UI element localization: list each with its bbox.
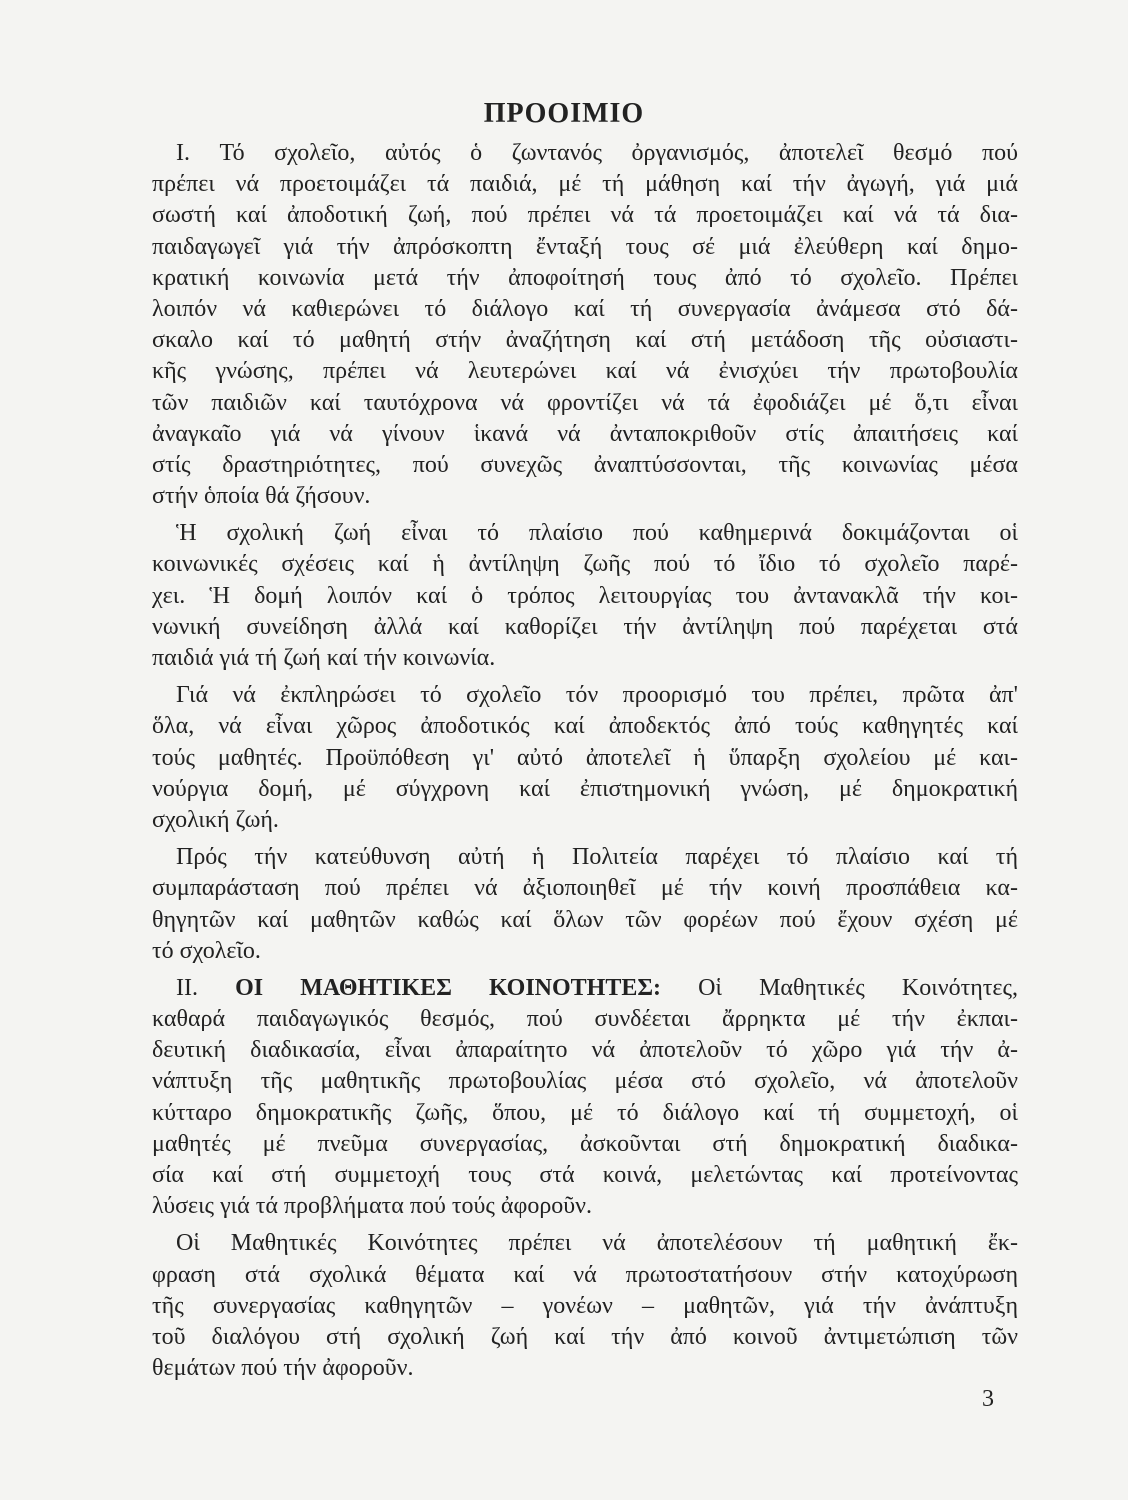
text-line: χει. Ἡ δομή λοιπόν καί ὁ τρόπος λειτουργίας του ἀντανακλᾶ τήν κοι- [152,582,1018,609]
paragraph-5 [152,973,1018,1223]
text-line: τῆς συνεργασίας καθηγητῶν – γονέων – μαθητῶν, γιά τήν ἀνάπτυξη [152,1292,1018,1319]
text-line: δευτική διαδικασία, εἶναι ἀπαραίτητο νά ἀποτελοῦν τό χῶρο γιά τήν ἀ- [152,1037,1018,1064]
text-line: τούς μαθητές. Προϋπόθεση γι' αὐτό ἀποτελεῖ ἡ ὕπαρξη σχολείου μέ και- [152,744,1018,771]
text-line: κοινωνικές σχέσεις καί ἡ ἀντίληψη ζωῆς πού τό ἴδιο τό σχολεῖο παρέ- [152,551,1018,578]
text-line: Ἡ σχολική ζωή εἶναι τό πλαίσιο πού καθημερινά δοκιμάζονται οἱ [176,520,1018,547]
text-line: θηγητῶν καί μαθητῶν καθώς καί ὅλων τῶν φορέων πού ἔχουν σχέση μέ [152,906,1018,933]
text-line: λύσεις γιά τά προβλήματα πού τούς ἀφοροῦν. [152,1193,593,1220]
paragraph-3 [152,680,1018,836]
paragraph-6 [152,1228,1018,1384]
document-body [152,138,1018,1384]
text-line: νάπτυξη τῆς μαθητικῆς πρωτοβουλίας μέσα στό σχολεῖο, νά ἀποτελοῦν [152,1068,1018,1095]
paragraph-4 [152,842,1018,967]
section-number: II. [176,974,236,1001]
text-line: κύτταρο δημοκρατικῆς ζωῆς, ὅπου, μέ τό διάλογο καί τή συμμετοχή, οἱ [152,1099,1018,1126]
text-line: σκαλο καί τό μαθητή στήν ἀναζήτηση καί στή μετάδοση τῆς οὐσιαστι- [152,327,1018,354]
text-line: νωνική συνείδηση ἀλλά καί καθορίζει τήν ἀντίληψη πού παρέχεται στά [152,613,1018,640]
page-number: 3 [982,1386,994,1412]
paragraph-2 [152,518,1018,674]
text-line: κρατική κοινωνία μετά τήν ἀποφοίτησή τους ἀπό τό σχολεῖο. Πρέπει [152,264,1018,291]
paragraph-1 [152,138,1018,512]
text-line: τοῦ διαλόγου στή σχολική ζωή καί τήν ἀπό κοινοῦ ἀντιμετώπιση τῶν [152,1323,1018,1350]
text-line: σχολική ζωή. [152,806,279,833]
text-line: πρέπει νά προετοιμάζει τά παιδιά, μέ τή μάθηση καί τήν ἀγωγή, γιά μιά [152,171,1018,198]
text-line: κῆς γνώσης, πρέπει νά λευτερώνει καί νά ἐνισχύει τήν πρωτοβουλία [152,358,1018,385]
text-line: Γιά νά ἐκπληρώσει τό σχολεῖο τόν προορισμό του πρέπει, πρῶτα ἀπ' [176,682,1018,709]
text-line: συμπαράσταση πού πρέπει νά ἀξιοποιηθεῖ μέ τήν κοινή προσπάθεια κα- [152,875,1018,902]
text-line: φραση στά σχολικά θέματα καί νά πρωτοστατήσουν στήν κατοχύρωση [152,1261,1018,1288]
text-line: λοιπόν νά καθιερώνει τό διάλογο καί τή συνεργασία ἀνάμεσα στό δά- [152,295,1018,322]
text-line: τό σχολεῖο. [152,937,261,964]
text-line: νούργια δομή, μέ σύγχρονη καί ἐπιστημονική γνώση, μέ δημοκρατική [152,775,1018,802]
text-line: στίς δραστηριότητες, πού συνεχῶς ἀναπτύσσονται, τῆς κοινωνίας μέσα [152,451,1018,478]
text-span: Οἱ Μαθητικές Κοινότητες, [661,974,1018,1001]
section-heading: ΟΙ ΜΑΘΗΤΙΚΕΣ ΚΟΙΝΟΤΗΤΕΣ: [235,974,662,1001]
text-line: I. Τό σχολεῖο, αὐτός ὁ ζωντανός ὀργανισμός, ἀποτελεῖ θεσμό πού [176,140,1018,166]
text-line: ἀναγκαῖο γιά νά γίνουν ἱκανά νά ἀνταποκριθοῦν στίς ἀπαιτήσεις καί [152,420,1018,447]
section-heading-line [152,973,1018,1004]
text-line: στήν ὁποία θά ζήσουν. [152,483,371,510]
text-line: τῶν παιδιῶν καί ταυτόχρονα νά φροντίζει νά τά ἐφοδιάζει μέ ὅ,τι εἶναι [152,389,1018,416]
text-line: Πρός τήν κατεύθυνση αὐτή ἡ Πολιτεία παρέχει τό πλαίσιο καί τή [176,844,1018,871]
text-line: θεμάτων πού τήν ἀφοροῦν. [152,1355,414,1382]
text-line: καθαρά παιδαγωγικός θεσμός, πού συνδέεται ἄρρηκτα μέ τήν ἐκπαι- [152,1006,1018,1033]
text-line: μαθητές μέ πνεῦμα συνεργασίας, ἀσκοῦνται στή δημοκρατική διαδικα- [152,1130,1018,1157]
page-title: ΠΡΟΟΙΜΙΟ [483,98,645,129]
text-line: παιδαγωγεῖ γιά τήν ἀπρόσκοπτη ἔνταξή τους σέ μιά ἐλεύθερη καί δημο- [152,233,1018,260]
text-line: ὅλα, νά εἶναι χῶρος ἀποδοτικός καί ἀποδεκτός ἀπό τούς καθηγητές καί [152,713,1018,740]
text-line: σία καί στή συμμετοχή τους στά κοινά, μελετώντας καί προτείνοντας [152,1162,1018,1188]
text-line: Οἱ Μαθητικές Κοινότητες πρέπει νά ἀποτελέσουν τή μαθητική ἔκ- [176,1230,1018,1257]
text-line: σωστή καί ἀποδοτική ζωή, πού πρέπει νά τά προετοιμάζει καί νά τά δια- [152,202,1018,229]
text-line: παιδιά γιά τή ζωή καί τήν κοινωνία. [152,645,496,671]
